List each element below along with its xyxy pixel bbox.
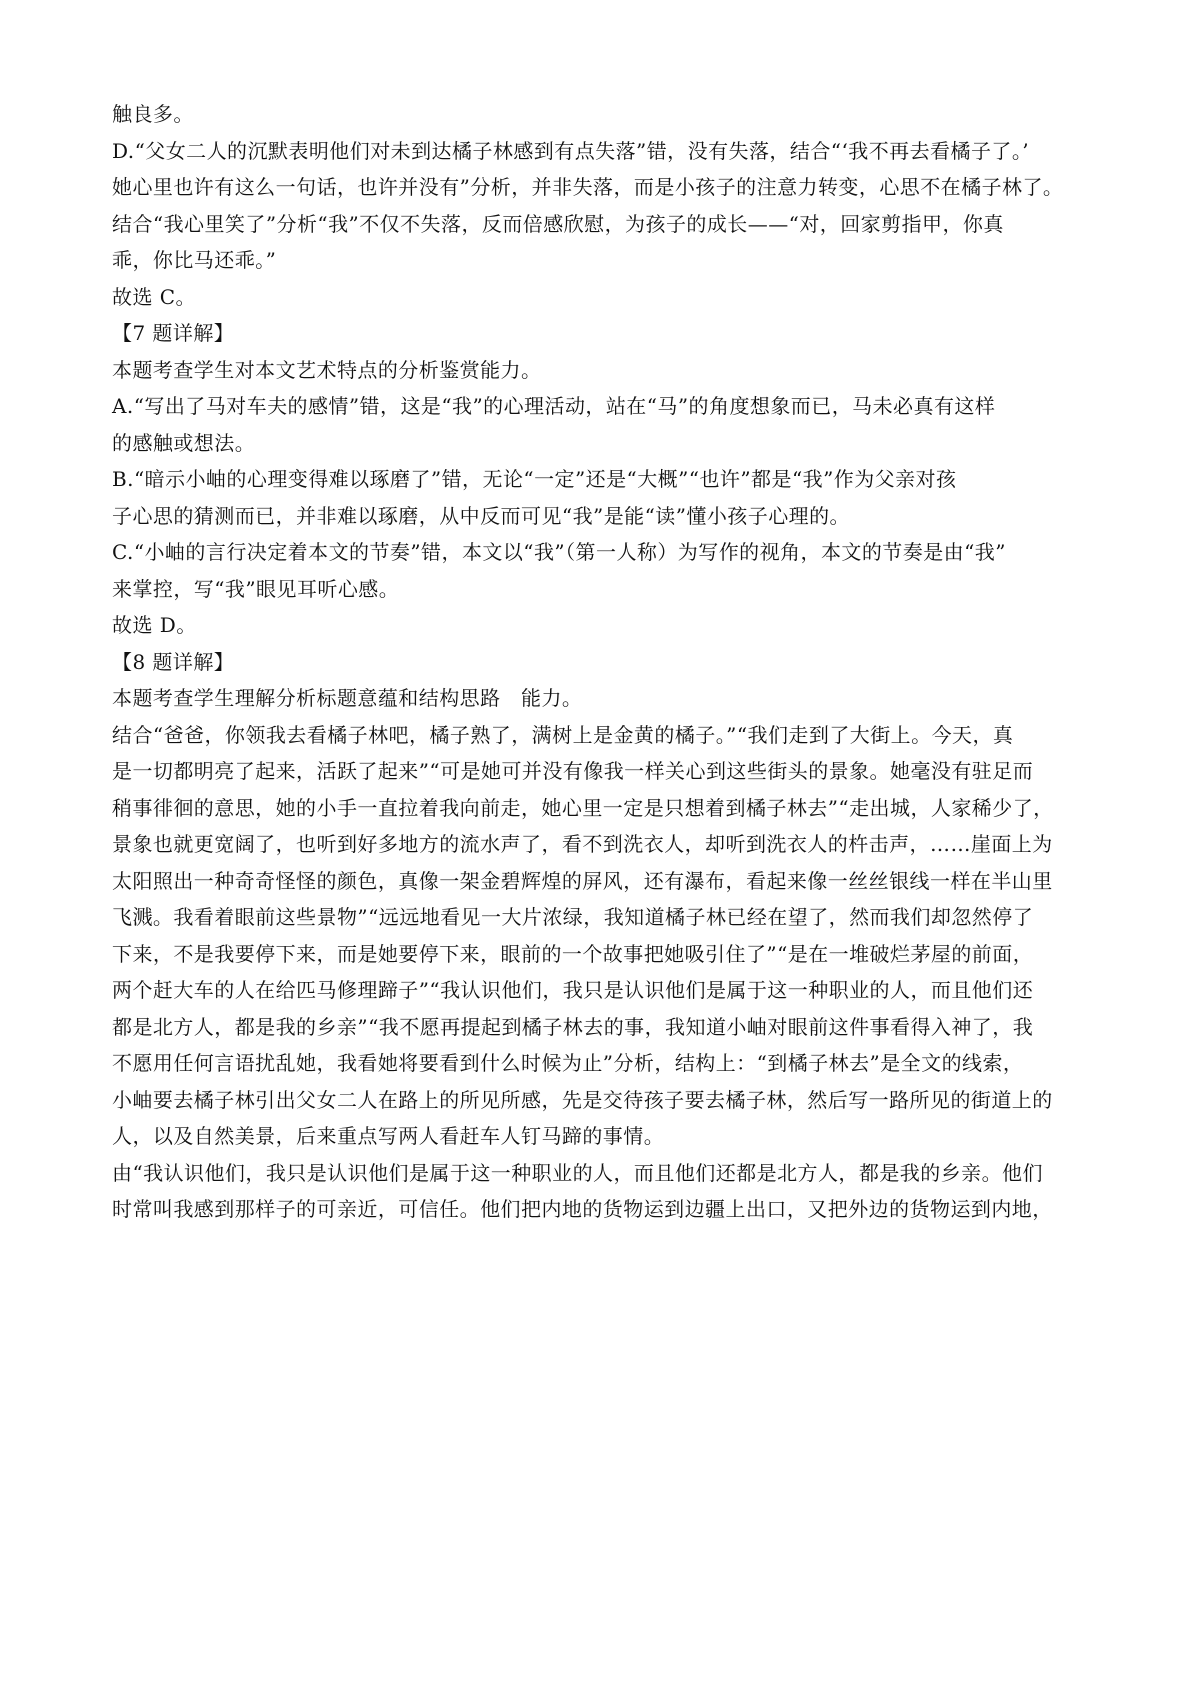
text-line: C.“小岫的言行决定着本文的节奏”错，本文以“我”（第一人称）为写作的视角，本文的节奏是由“我” [112, 540, 1006, 564]
text-line: 太阳照出一种奇奇怪怪的颜色，真像一架金碧辉煌的屏风，还有瀑布，看起来像一丝丝银线一样在半山里 [112, 868, 1053, 893]
text-line: 本题考查学生理解分析标题意蕴和结构思路 能力。 [112, 686, 583, 710]
section-heading: 【7 题详解】 [112, 321, 235, 345]
text-line: 时常叫我感到那样子的可亲近，可信任。他们把内地的货物运到边疆上出口，又把外边的货物运到内地， [112, 1197, 1053, 1221]
text-line: 飞溅。我看着眼前这些景物”“远远地看见一大片浓绿，我知道橘子林已经在望了，然而我们却忽然停了 [112, 905, 1034, 929]
answer-line: 故选 C。 [112, 284, 196, 309]
section-heading: 【8 题详解】 [112, 649, 235, 674]
text-line: 触良多。 [112, 102, 194, 126]
answer-explanation-text [112, 96, 1102, 1228]
text-line: 她心里也许有这么一句话，也许并没有”分析，并非失落，而是小孩子的注意力转变，心思不在橘子林了。 [112, 175, 1064, 199]
text-line: 都是北方人，都是我的乡亲”“我不愿再提起到橘子林去的事，我知道小岫对眼前这件事看得入神了，我 [112, 1014, 1034, 1039]
answer-line: 故选 D。 [112, 613, 197, 637]
text-line: B.“暗示小岫的心理变得难以琢磨了”错，无论“一定”还是“大概”“也许”都是“我”作为父亲对孩 [112, 467, 957, 491]
text-line: 子心思的猜测而已，并非难以琢磨，从中反而可见“我”是能“读”懂小孩子心理的。 [112, 503, 850, 528]
text-line: 乖，你比马还乖。” [112, 248, 277, 272]
text-line: 结合“我心里笑了”分析“我”不仅不失落，反而倍感欣慰，为孩子的成长——“对，回家剪指甲，你真 [112, 211, 1004, 236]
text-line: 结合“爸爸，你领我去看橘子林吧，橘子熟了，满树上是金黄的橘子。”“我们走到了大街上。今天，真 [112, 722, 1014, 747]
text-line: D.“父女二人的沉默表明他们对未到达橘子林感到有点失落”错，没有失落，结合“‘我不再去看橘子了。’ [112, 138, 1030, 163]
text-line: 本题考查学生对本文艺术特点的分析鉴赏能力。 [112, 357, 542, 382]
text-line: 两个赶大车的人在给匹马修理蹄子”“我认识他们，我只是认识他们是属于这一种职业的人，而且他们还 [112, 978, 1034, 1002]
text-line: 下来，不是我要停下来，而是她要停下来，眼前的一个故事把她吸引住了”“是在一堆破烂茅屋的前面， [112, 941, 1034, 966]
text-line: 的感触或想法。 [112, 430, 256, 455]
text-line: 稍事徘徊的意思，她的小手一直拉着我向前走，她心里一定是只想着到橘子林去”“走出城，人家稀少了， [112, 795, 1054, 820]
text-line: 景象也就更宽阔了，也听到好多地方的流水声了，看不到洗衣人，却听到洗衣人的杵击声，……崖面上为 [112, 832, 1053, 856]
text-line: 是一切都明亮了起来，活跃了起来”“可是她可并没有像我一样关心到这些街头的景象。她毫没有驻足而 [112, 759, 1034, 783]
text-line: 由“我认识他们，我只是认识他们是属于这一种职业的人，而且他们还都是北方人，都是我的乡亲。他们 [112, 1160, 1043, 1185]
text-line: 人，以及自然美景，后来重点写两人看赶车人钉马蹄的事情。 [112, 1124, 665, 1148]
text-line: 来掌控，写“我”眼见耳听心感。 [112, 576, 400, 601]
text-line: 小岫要去橘子林引出父女二人在路上的所见所感，先是交待孩子要去橘子林，然后写一路所见的街道上的 [112, 1087, 1053, 1112]
text-line: 不愿用任何言语扰乱她，我看她将要看到什么时候为止”分析，结构上：“到橘子林去”是全文的线索， [112, 1051, 1024, 1075]
text-line: A.“写出了马对车夫的感情”错，这是“我”的心理活动，站在“马”的角度想象而已，马未必真有这样 [112, 394, 996, 418]
